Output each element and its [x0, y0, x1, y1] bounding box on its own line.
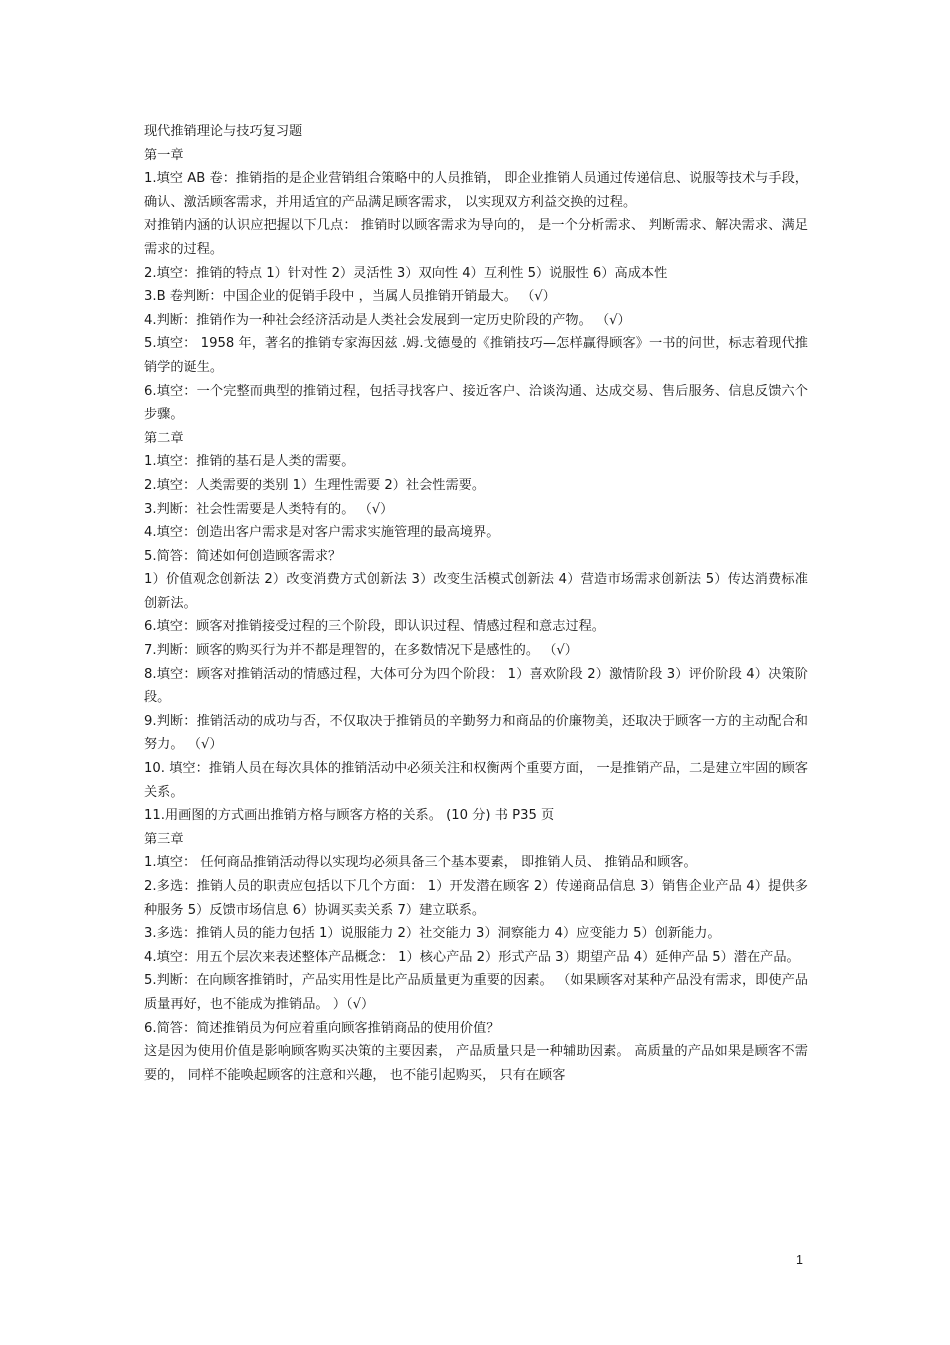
paragraph: 对推销内涵的认识应把握以下几点： 推销时以顾客需求为导向的， 是一个分析需求、 判断需求、解决需求、满足需求的过程。 — [144, 218, 808, 257]
paragraph: 1）价值观念创新法 2）改变消费方式创新法 3）改变生活模式创新法 4）营造市场需求创新法 5）传达消费标准创新法。 — [144, 572, 808, 611]
paragraph: 5.判断：在向顾客推销时，产品实用性是比产品质量更为重要的因素。 （如果顾客对某种产品没有需求，即使产品质量再好，也不能成为推销品。 ）（√） — [144, 973, 808, 1012]
paragraph: 6.填空：顾客对推销接受过程的三个阶段，即认识过程、情感过程和意志过程。 — [144, 619, 605, 635]
paragraph: 2.多选：推销人员的职责应包括以下几个方面： 1）开发潜在顾客 2）传递商品信息 3）销售企业产品 4）提供多种服务 5）反馈市场信息 6）协调买卖关系 7）建立联系。 — [144, 879, 808, 918]
page-number: 1 — [796, 1253, 803, 1267]
paragraph: 4.判断：推销作为一种社会经济活动是人类社会发展到一定历史阶段的产物。 （√） — [144, 312, 631, 328]
document-title: 现代推销理论与技巧复习题 — [144, 124, 303, 139]
paragraph: 4.填空：用五个层次来表述整体产品概念： 1）核心产品 2）形式产品 3）期望产品 4）延伸产品 5）潜在产品。 — [144, 949, 800, 965]
paragraph: 1.填空：推销的基石是人类的需要。 — [144, 454, 355, 470]
paragraph: 8.填空：顾客对推销活动的情感过程，大体可分为四个阶段： 1）喜欢阶段 2）激情阶段 3）评价阶段 4）决策阶段。 — [144, 666, 808, 706]
paragraph: 7.判断：顾客的购买行为并不都是理智的，在多数情况下是感性的。 （√） — [144, 643, 578, 659]
paragraph: 4.填空：创造出客户需求是对客户需求实施管理的最高境界。 — [144, 525, 500, 541]
document-body — [144, 120, 808, 1087]
paragraph: 2.填空：人类需要的类别 1）生理性需要 2）社会性需要。 — [144, 477, 486, 493]
paragraph: 10. 填空：推销人员在每次具体的推销活动中必须关注和权衡两个重要方面， 一是推销产品，二是建立牢固的顾客关系。 — [144, 761, 808, 800]
paragraph: 这是因为使用价值是影响顾客购买决策的主要因素， 产品质量只是一种辅助因素。 高质量的产品如果是顾客不需要的， 同样不能唤起顾客的注意和兴趣， 也不能引起购买， 只有在顾客 — [144, 1044, 808, 1083]
paragraph: 6.填空：一个完整而典型的推销过程，包括寻找客户、接近客户、洽谈沟通、达成交易、售后服务、信息反馈六个步骤。 — [144, 383, 808, 423]
paragraph: 5.简答：简述如何创造顾客需求？ — [144, 548, 342, 564]
paragraph: 1.填空： 任何商品推销活动得以实现均必须具备三个基本要素， 即推销人员、 推销品和顾客。 — [144, 855, 697, 871]
chapter-heading: 第三章 — [144, 831, 184, 847]
chapter-heading: 第一章 — [144, 147, 184, 163]
paragraph: 9.判断：推销活动的成功与否，不仅取决于推销员的辛勤努力和商品的价廉物美，还取决于顾客一方的主动配合和努力。 （√） — [144, 713, 808, 753]
paragraph: 11.用画图的方式画出推销方格与顾客方格的关系。 (10 分) 书 P35 页 — [144, 808, 555, 824]
paragraph: 3.判断：社会性需要是人类特有的。 （√） — [144, 501, 394, 517]
chapter-heading: 第二章 — [144, 430, 184, 446]
paragraph: 6.简答：简述推销员为何应着重向顾客推销商品的使用价值？ — [144, 1020, 500, 1036]
paragraph: 3.B 卷判断：中国企业的促销手段中 ，当属人员推销开销最大。 （√） — [144, 289, 556, 305]
paragraph: 2.填空：推销的特点 1）针对性 2）灵活性 3）双向性 4）互利性 5）说服性 6）高成本性 — [144, 265, 668, 281]
paragraph: 1.填空 AB 卷：推销指的是企业营销组合策略中的人员推销， 即企业推销人员通过传递信息、说服等技术与手段， 确认、激活顾客需求，并用适宜的产品满足顾客需求， 以实现双方利益交换的过程。 — [144, 171, 808, 210]
paragraph: 5.填空： 1958 年，著名的推销专家海因兹 .姆.戈德曼的《推销技巧—怎样赢得顾客》一书的问世，标志着现代推销学的诞生。 — [144, 336, 808, 375]
paragraph: 3.多选：推销人员的能力包括 1）说服能力 2）社交能力 3）洞察能力 4）应变能力 5）创新能力。 — [144, 926, 721, 942]
